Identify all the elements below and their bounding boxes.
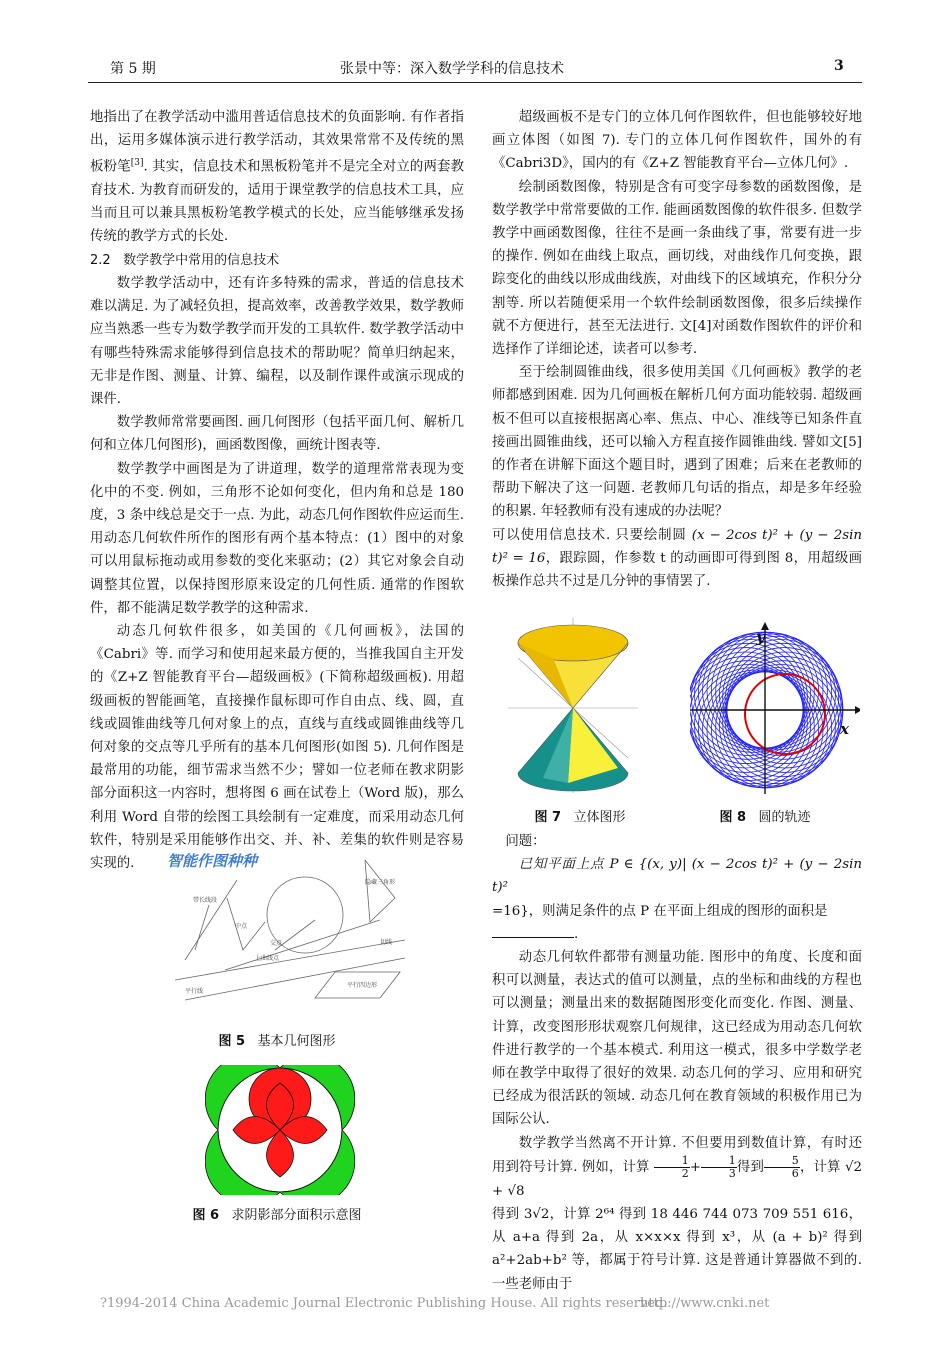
x-axis-label: x (840, 720, 849, 738)
paragraph-3: 数学教师常常要画图. 画几何图形（包括平面几何、解析几何和立体几何图形)，画函数图像，画统计图表等. (90, 415, 464, 454)
citation-3: [3] (130, 158, 144, 169)
cnki-link[interactable]: http://www.cnki.net (640, 1296, 770, 1311)
label-parallel: 平行线 (185, 988, 204, 995)
figure-7-caption: 图 7 立体图形 (534, 810, 626, 825)
r-paragraph-3b: 可以使用信息技术. 只要绘制圆 (x − 2cos t)² + (y − 2sin t)² = 16，跟踪圆，作参数 t 的动画即可得到图 8，用超级画板操作总共不过是几分钟的事情罢了. (492, 527, 863, 590)
section-heading: 2.2 数学教学中常用的信息技术 (90, 252, 280, 268)
figure-6-caption: 图 6 求阴影部分面积示意图 (192, 1208, 362, 1223)
label-point-on-curve: 上曲线点 (255, 955, 280, 962)
fraction-5-6: $\frac{5}{6}$ (764, 1155, 800, 1180)
figure-5-drawing (165, 850, 415, 1018)
running-title: 张景中等：深入数学学科的信息技术 (340, 61, 564, 77)
r-paragraph-1: 超级画板不是专门的立体几何作图软件，但也能够较好地画立体图（如图 7). 专门的立体几何作图软件，国外的有《Cabri3D》，国内的有《Z+Z 智能教育平台—立体几何》. (492, 110, 862, 172)
figure-7-solid (508, 618, 638, 793)
label-intersection: 交点 (270, 940, 283, 947)
figure-6-shaded-area (205, 1065, 355, 1195)
r-paragraph-2: 绘制函数图像，特别是含有可变字母参数的函数图像，是数学教学中常常要做的工作. 能画函数图像的软件很多. 但数学教学中画函数图像，往往不是画一条曲线了事，常要有进一步的操作. 例如在曲线上取点，画切线，对曲线作几何变换，跟踪变化的曲线以形成曲线族，对曲线下的区域填充，作积分分割等. 所以若随便采用一个软件绘制函数图像，很多后续操作就不方便进行，甚至无法进行. 文[4]对函数作图软件的评价和选择作了详细论述，读者可以参考. (492, 179, 862, 358)
paragraph-5: 动态几何软件很多，如美国的《几何画板》，法国的《Cabri》等. 而学习和使用起来最方便的，当推我国自主开发的《Z+Z 智能教育平台—超级画板》(下简称超级画板). 用超级画板的智能画笔，直接操作鼠标即可作自由点、线、圆，直线或圆锥曲线等几何对象上的点，直线与直线或圆锥曲线等几何对象的交点等几乎所有的基本几何图形(如图 5). 几何作图是最常用的功能，细节需求当然不少；譬如一位老师在教求阴影部分面积这一内容时，想将图 6 画在试卷上（Word 版)，那么利用 Word 自带的绘图工具绘制有一定难度，而采用动态几何软件，特别是采用能够作出交、并、补、差集的软件则是容易实现的. (90, 623, 464, 871)
label-hidden-triangle: 隐藏三角形 (365, 879, 396, 886)
y-axis-label: y (756, 628, 765, 646)
r-paragraph-4: 动态几何软件都带有测量功能. 图形中的角度、长度和面积可以测量，表达式的值可以测量，点的坐标和曲线的方程也可以测量；测量出来的数据随图形变化而变化. 作图、测量、计算，改变图形形状观察几何规律，这已经成为用动态几何软件进行教学的一个基本模式. 利用这一模式，很多中学数学老师在教学中取得了很好的效果. 动态几何的学习、应用和研究已经成为很活跃的领域. 动态几何在教育领域的积极作用已为国际公认. (492, 950, 862, 1128)
label-midpoint: 中点 (235, 923, 248, 930)
figure-5-caption: 图 5 基本几何图形 (218, 1034, 336, 1049)
paragraph-4: 数学教学中画图是为了讲道理，数学的道理常常表现为变化中的不变. 例如，三角形不论如何变化，但内角和总是 180 度，3 条中线总是交于一点. 为此，动态几何作图软件应运而生. 用动态几何软件所作的图形有两个基本特点：(1）图中的对象可以用鼠标拖动或用参数的变化来驱动；(2）其它对象会自动调整其位置，以保持图形原来设定的几何性质. 通常的作图软件，都不能满足数学教学的这种需求. (90, 461, 464, 616)
r-paragraph-6: 得到 3√2，计算 2⁶⁴ 得到 18 446 744 073 709 551 616，从 a+a 得到 2a，从 x×x×x 得到 x³，从 (a + b)² 得到 a²+2ab+b² 等，都属于符号计算. 这是普通计算器做不到的. 一些老师由于 (492, 1207, 862, 1292)
problem-label: 问题： (505, 834, 546, 849)
problem-line-1: 已知平面上点 P ∈ {(x, y)| (x − 2cos t)² + (y − 2sin t)² (492, 857, 862, 896)
copyright-footer: ?1994-2014 China Academic Journal Electronic Publishing House. All rights reserved. (100, 1296, 668, 1311)
figure-8-circle-locus (690, 622, 860, 797)
problem-blank: . (492, 923, 862, 946)
problem-line-2: =16}，则满足条件的点 P 在平面上组成的图形的面积是 (492, 903, 828, 919)
header-rule (88, 82, 862, 83)
fraction-1-2: $\frac{1}{2}$ (654, 1155, 690, 1180)
right-column-top (492, 106, 862, 593)
paragraph-1: 地指出了在教学活动中滥用普适信息技术的负面影响. 有作者指出，运用多媒体演示进行教学活动，其效果常常不及传统的黑板粉笔[3]. 其实，信息技术和黑板粉笔并不是完全对立的两套教育技术. 为教育而研发的，适用于课堂教学的信息技术工具，应当而且可以兼具黑板粉笔教学模式的长处，应当能够继承发扬传统的教学方式的长处. (90, 110, 464, 245)
figure-8-caption: 图 8 圆的轨迹 (719, 810, 811, 825)
paragraph-2: 数学教学活动中，还有许多特殊的需求，普适的信息技术难以满足. 为了减轻负担，提高效率，改善教学效果，数学教师应当熟悉一些专为数学教学而开发的工具软件. 数学教学活动中有哪些特殊需求能够得到信息技术的帮助呢？简单归纳起来，无非是作图、测量、计算、编程，以及制作课件或演示现成的课件. (90, 275, 464, 407)
label-segment: 带长线段 (193, 897, 218, 904)
r-paragraph-5: 数学教学当然离不开计算. 不但要用到数值计算，有时还用到符号计算. 例如，计算 $\frac{1}{2}$ + $\frac{1}{3}$ 得到 $\frac{5}{6}$ ，计算 √2 + √8 (492, 1135, 862, 1199)
page-number: 3 (834, 58, 844, 74)
issue-number: 第 5 期 (110, 61, 156, 77)
label-parallelogram: 平行四边形 (347, 982, 378, 989)
figure-5 (165, 850, 415, 1018)
r-paragraph-3: 至于绘制圆锥曲线，很多使用美国《几何画板》教学的老师都感到困难. 因为几何画板在解析几何方面功能较弱. 超级画板不但可以直接根据离心率、焦点、中心、准线等已知条件直接画出圆锥曲线，还可以输入方程直接作圆锥曲线. 譬如文[5]的作者在讲解下面这个题目时，遇到了困难；后来在老教师的帮助下解决了这一问题. 老教师几句话的指点，却是多年经验的积累. 年轻教师有没有速成的办法呢？ (492, 365, 862, 520)
fraction-1-3: $\frac{1}{3}$ (701, 1155, 737, 1180)
right-column-bottom (492, 830, 862, 1296)
figure-5-title: 智能作图种种 (167, 852, 258, 870)
label-tangent: 切线 (380, 939, 393, 946)
left-column (90, 106, 464, 875)
